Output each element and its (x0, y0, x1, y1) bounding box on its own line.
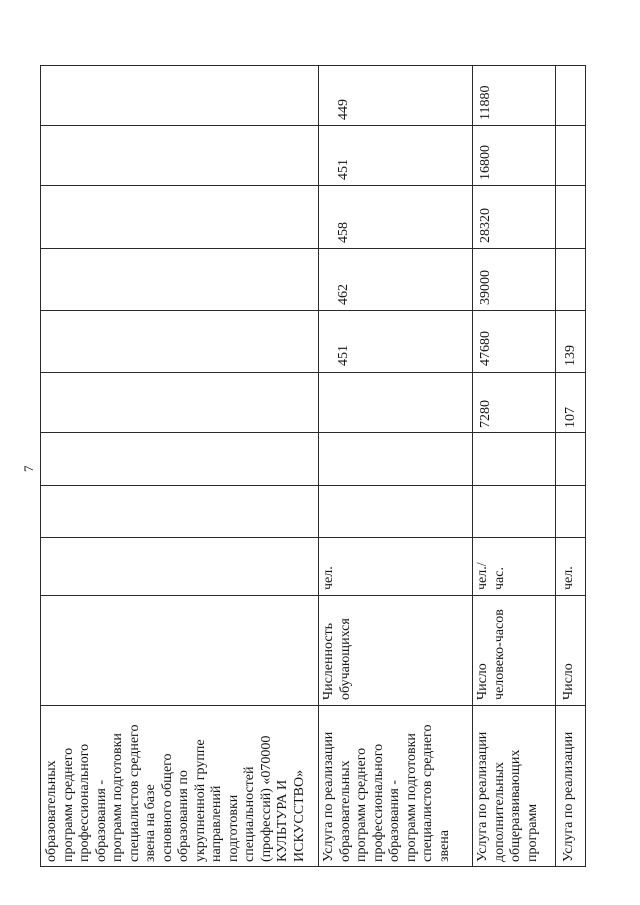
column-border (318, 65, 319, 867)
indicator-name: Численность обучающихся (321, 618, 353, 700)
row-border (40, 705, 585, 706)
row-border (40, 485, 585, 486)
unit-cell: чел. (321, 566, 336, 590)
table-border-right (585, 65, 586, 867)
column-border (555, 65, 556, 867)
row-border (40, 310, 585, 311)
row-border (40, 372, 585, 373)
table-border-left (40, 65, 41, 867)
value-cell: 16800 (478, 145, 493, 180)
row-border (40, 125, 585, 126)
value-cell: 107 (563, 407, 578, 428)
unit-cell: чел./ час. (475, 562, 507, 590)
table-border-bottom (40, 866, 585, 867)
service-name: образовательных программ среднего профессионального образования - программ подготовки специалистов среднего звена на базе основного общего образования по укрупненной группе направлений подготовки специальностей (профессий) «070000 КУЛЬТУРА И ИСКУССТВО» (44, 724, 307, 862)
service-name: Услуга по реализации (561, 731, 576, 862)
row-border (40, 248, 585, 249)
column-border (472, 65, 473, 867)
row-border (40, 595, 585, 596)
service-name: Услуга по реализации образовательных программ среднего профессионального образования - программ подготовки специалистов среднего звена (321, 724, 452, 862)
row-border (40, 185, 585, 186)
indicator-name: Число человеко-часов (475, 609, 507, 700)
value-cell: 28320 (478, 208, 493, 243)
value-cell: 139 (563, 345, 578, 366)
value-cell: 462 (336, 284, 351, 305)
unit-cell: чел. (561, 566, 576, 590)
value-cell: 451 (336, 159, 351, 180)
service-name: Услуга по реализации дополнительных общеразвивающих программ (475, 731, 540, 862)
value-cell: 451 (336, 345, 351, 366)
table-border-top (40, 65, 585, 66)
page-number: 7 (21, 465, 36, 472)
indicator-name: Число (561, 663, 576, 700)
value-cell: 39000 (478, 270, 493, 305)
row-border (40, 537, 585, 538)
row-border (40, 432, 585, 433)
value-cell: 11880 (478, 85, 493, 120)
value-cell: 47680 (478, 331, 493, 366)
value-cell: 458 (336, 222, 351, 243)
value-cell: 449 (336, 99, 351, 120)
value-cell: 7280 (478, 400, 493, 428)
